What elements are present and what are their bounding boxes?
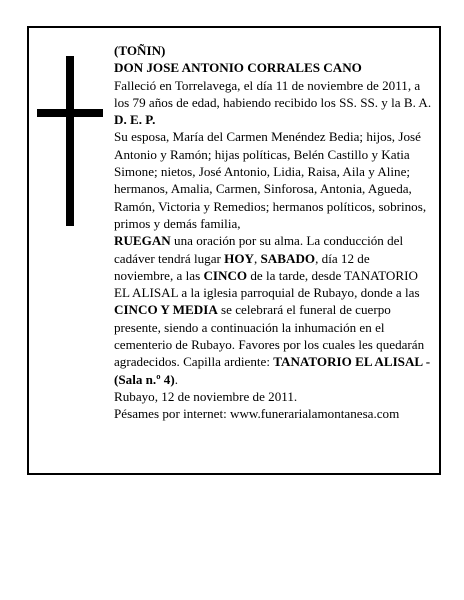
dep-heading: D. E. P. — [114, 112, 156, 128]
funeral-text-3: , día 12 de noviembre, a las — [114, 250, 370, 283]
cinco-text: CINCO — [203, 267, 248, 283]
cross-vertical-bar — [66, 56, 74, 226]
obituary-notice — [27, 26, 441, 475]
cinco-y-media-text: CINCO Y MEDIA — [114, 302, 218, 318]
condolences-line: Pésames por internet: www.funerarialamontanesa.com — [114, 406, 400, 422]
cross-icon — [37, 56, 103, 226]
funeral-text-5: se celebrará el funeral de cuerpo presente, siendo a continuación la inhumación en el cementerio de Rubayo. Favores por los cuales les quedarán agradecidos. Capilla ardiente: — [114, 302, 425, 370]
death-statement: Falleció en Torrelavega, el día 11 de noviembre de 2011, a los 79 años de edad, habiendo recibido los SS. SS. y la B. A. — [114, 77, 432, 110]
notice-text — [114, 42, 432, 423]
family-list: Su esposa, María del Carmen Menéndez Bedia; hijos, José Antonio y Ramón; hijas políticas, Belén Castillo y Katia Simone; nietos, José Antonio, Lidia, Raisa, Aila y Aline; hermanos, Amalia, Carmen, Sinforosa, Antonia, Agueda, Ramón, Victoria y Remedios; hermanos políticos, sobrinos, primos y demás familia, — [114, 129, 427, 231]
hoy-text: HOY — [224, 250, 254, 266]
nickname: (TOÑIN) — [114, 43, 166, 58]
funeral-text-6: . — [174, 371, 178, 387]
funeral-text-2: , — [253, 250, 261, 266]
cross-horizontal-bar — [37, 109, 103, 117]
place-date: Rubayo, 12 de noviembre de 2011. — [114, 388, 298, 404]
sabado-text: SABADO — [260, 250, 316, 266]
capilla-ardiente-location: TANATORIO EL ALISAL - (Sala n.º 4) — [114, 354, 431, 387]
ruegan-text: RUEGAN — [114, 233, 171, 249]
funeral-details — [114, 232, 432, 388]
deceased-name: DON JOSE ANTONIO CORRALES CANO — [114, 60, 362, 76]
funeral-text-1: una oración por su alma. La conducción del cadáver tendrá lugar — [114, 233, 404, 266]
funeral-text-4: de la tarde, desde TANATORIO EL ALISAL a la iglesia parroquial de Rubayo, donde a las — [114, 267, 420, 301]
